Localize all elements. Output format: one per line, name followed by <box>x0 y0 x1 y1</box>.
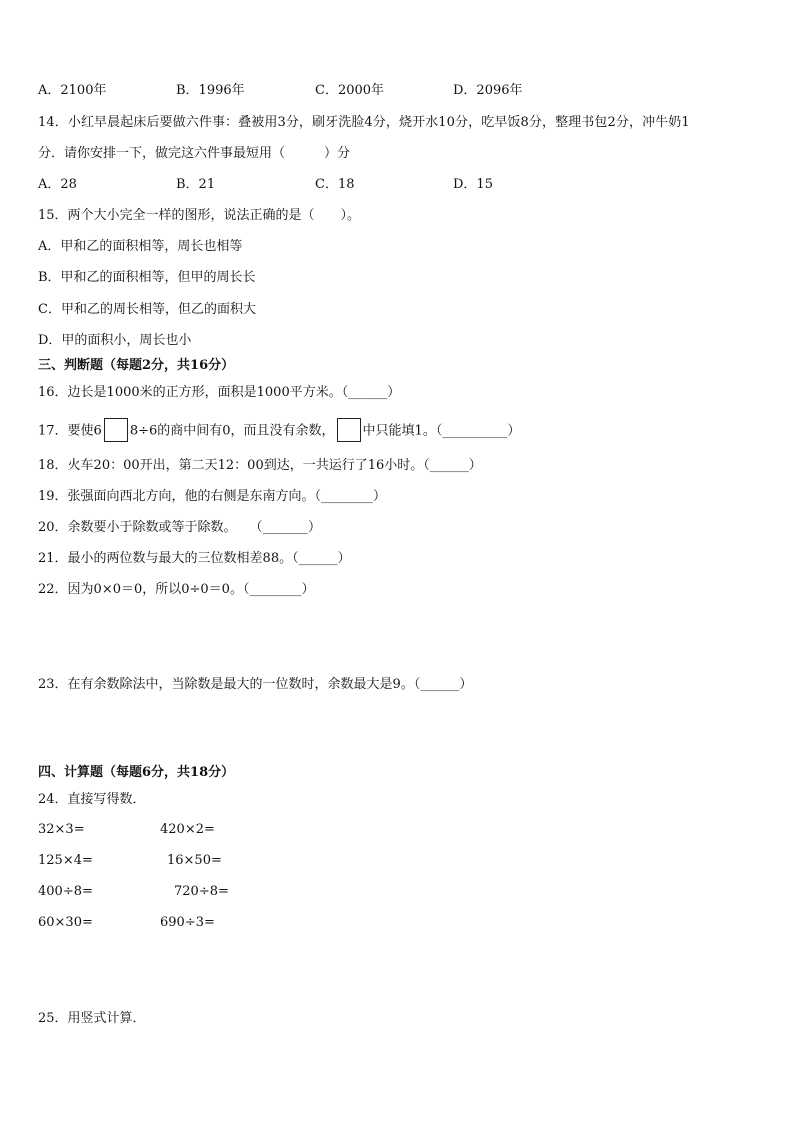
q15-option-a: A．甲和乙的面积相等，周长也相等 <box>38 239 243 254</box>
q24-item-6: 720÷8= <box>174 884 229 899</box>
q14-option-c: C．18 <box>315 177 355 192</box>
section-3-title: 三、判断题（每题2分，共16分） <box>38 358 235 373</box>
q22-answer-blank[interactable]: ________ <box>249 582 302 597</box>
q13-option-b: B．1996年 <box>176 83 245 98</box>
q23 <box>38 677 472 693</box>
q23-text: 23．在有余数除法中，当除数是最大的一位数时，余数最大是9。（ <box>38 677 421 692</box>
q25-stem: 25．用竖式计算． <box>38 1011 146 1026</box>
q21 <box>38 551 351 567</box>
q24-item-7: 60×30= <box>38 915 93 930</box>
q23-answer-blank[interactable]: ______ <box>420 677 460 692</box>
q24-stem: 24．直接写得数． <box>38 792 146 807</box>
q21-close: ） <box>337 551 351 566</box>
q18-answer-blank[interactable]: ______ <box>429 458 469 473</box>
q17-close: ） <box>507 423 521 439</box>
q21-answer-blank[interactable]: ______ <box>298 551 338 566</box>
q23-close: ） <box>459 677 473 692</box>
q18-text: 18．火车20：00开出，第二天12：00到达，一共运行了16小时。（ <box>38 458 430 473</box>
q24-item-1: 32×3= <box>38 822 85 837</box>
q24-item-4: 16×50= <box>167 853 222 868</box>
q17-post: 中只能填1。（ <box>362 423 443 439</box>
q17-mid: 8÷6的商中间有0，而且没有余数， <box>129 423 335 439</box>
q15-option-d: D．甲的面积小，周长也小 <box>38 333 192 348</box>
q17-digit-box-1[interactable] <box>104 418 128 442</box>
q19-text: 19．张强面向西北方向，他的右侧是东南方向。（ <box>38 489 322 504</box>
q20-close: ） <box>308 520 322 535</box>
q17-answer-blank[interactable]: __________ <box>442 423 508 439</box>
section-4-title: 四、计算题（每题6分，共18分） <box>38 765 235 780</box>
q22 <box>38 582 314 598</box>
q13-option-a: A．2100年 <box>38 83 107 98</box>
q17 <box>38 419 520 444</box>
q14-option-d: D．15 <box>453 177 493 192</box>
q14-option-b: B．21 <box>176 177 216 192</box>
q13-option-d: D．2096年 <box>453 83 523 98</box>
q14-stem-line1: 14．小红早晨起床后要做六件事：叠被用3分，刷牙洗脸4分，烧开水10分，吃早饭8分，整理书包2分，冲牛奶1 <box>38 115 690 130</box>
q13-option-c: C．2000年 <box>315 83 385 98</box>
q22-close: ） <box>301 582 315 597</box>
q16-text: 16．边长是1000米的正方形，面积是1000平方米。（ <box>38 385 349 400</box>
q22-text: 22．因为0×0＝0，所以0÷0＝0。（ <box>38 582 250 597</box>
q19-close: ） <box>373 489 387 504</box>
q19-answer-blank[interactable]: ________ <box>321 489 374 504</box>
q16 <box>38 385 400 401</box>
q24-item-5: 400÷8= <box>38 884 93 899</box>
q24-item-3: 125×4= <box>38 853 93 868</box>
q14-option-a: A．28 <box>38 177 77 192</box>
q20 <box>38 520 321 536</box>
q24-item-2: 420×2= <box>160 822 215 837</box>
q17-digit-box-2[interactable] <box>337 418 361 442</box>
q15-option-b: B．甲和乙的面积相等，但甲的周长长 <box>38 270 256 285</box>
q17-pre: 17．要使6 <box>38 423 102 439</box>
q19 <box>38 489 386 505</box>
q24-item-8: 690÷3= <box>160 915 215 930</box>
q18 <box>38 458 482 474</box>
q20-text: 20．余数要小于除数或等于除数。 （ <box>38 520 263 535</box>
q15-option-c: C．甲和乙的周长相等，但乙的面积大 <box>38 302 256 317</box>
q16-close: ） <box>387 385 401 400</box>
q15-stem: 15．两个大小完全一样的图形，说法正确的是（ ）。 <box>38 208 361 223</box>
q18-close: ） <box>468 458 482 473</box>
q14-stem-line2: 分．请你安排一下，做完这六件事最短用（ ）分 <box>38 146 351 161</box>
q21-text: 21．最小的两位数与最大的三位数相差88。（ <box>38 551 299 566</box>
q20-answer-blank[interactable]: _______ <box>262 520 309 535</box>
q16-answer-blank[interactable]: ______ <box>348 385 388 400</box>
